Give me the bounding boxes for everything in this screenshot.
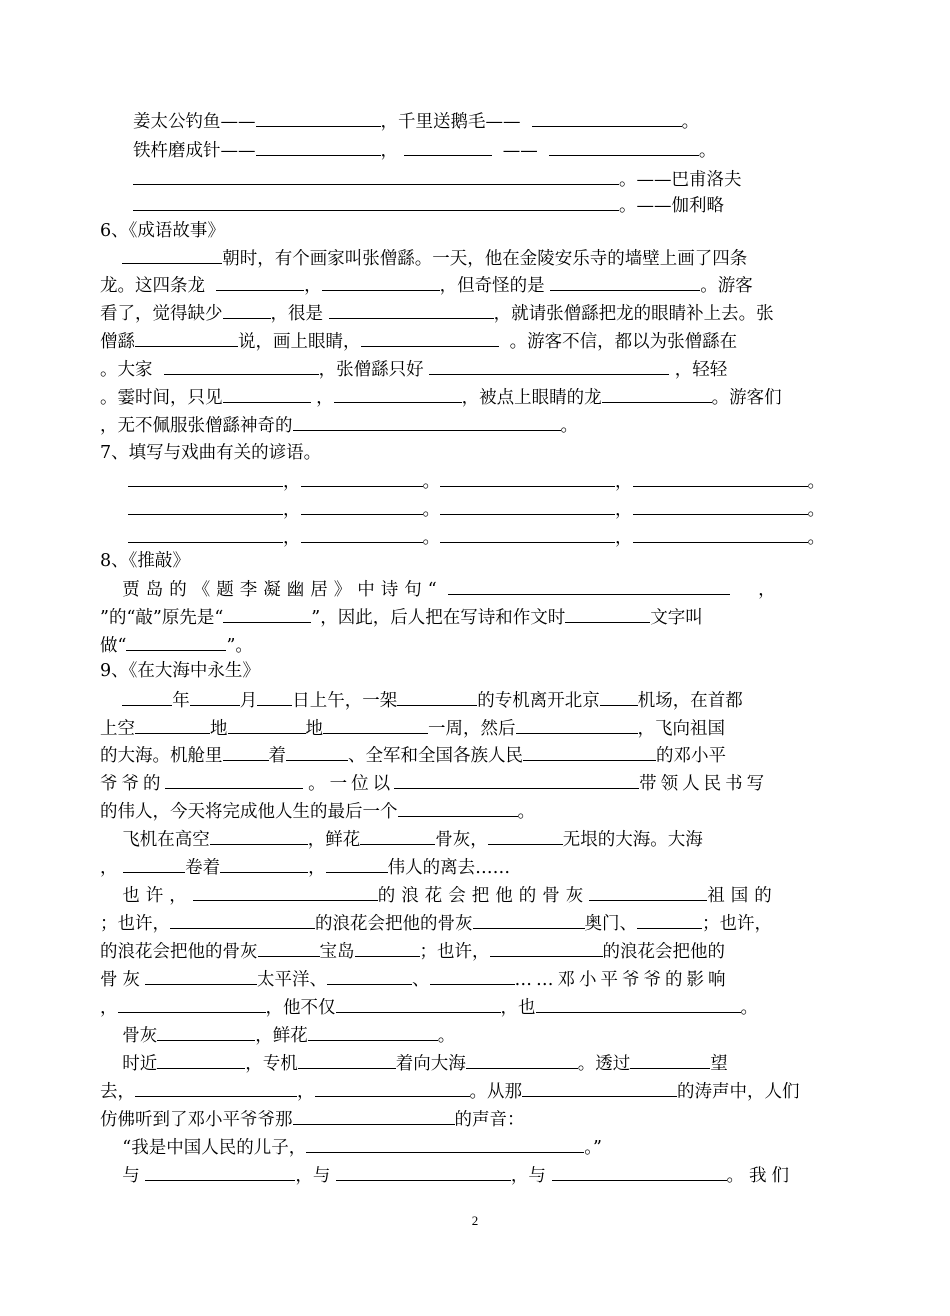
section-6-heading: 6、《成语故事》 — [100, 221, 225, 241]
s9-line-14: 时近 ，专机 着向大海 。透过 望 — [100, 1048, 852, 1078]
blank[interactable] — [532, 106, 682, 127]
blank[interactable] — [522, 1076, 677, 1097]
s9-line-3: 的大海。机舱里 着 、全军和全国各族人民 的邓小平 — [100, 740, 852, 770]
s6-line-2: 龙。这四条龙 ， ，但奇怪的是 。游客 — [100, 270, 852, 300]
blank[interactable] — [301, 466, 423, 487]
s6-line-4: 僧繇 说，画上眼睛， 。游客不信，都以为张僧繇在 — [100, 326, 852, 356]
blank[interactable] — [223, 602, 311, 623]
blank[interactable] — [223, 298, 271, 319]
blank[interactable] — [118, 992, 266, 1013]
blank[interactable] — [473, 908, 585, 929]
blank[interactable] — [440, 494, 615, 515]
blank[interactable] — [633, 494, 808, 515]
s9-line-18: 与 ，与 ，与 。我们 — [100, 1160, 852, 1190]
blank[interactable] — [565, 602, 650, 623]
blank[interactable] — [190, 685, 240, 706]
blank[interactable] — [258, 936, 320, 957]
idiom-line-2: 铁杵磨成针—— ， —— 。 — [133, 135, 885, 165]
blank[interactable] — [135, 1076, 297, 1097]
s9-line-1: 年 月 日上午，一架 的专机离开北京 机场，在首都 — [100, 685, 852, 715]
blank[interactable] — [633, 522, 808, 543]
blank[interactable] — [536, 992, 741, 1013]
blank[interactable] — [336, 1160, 511, 1181]
section-8-heading: 8、《推敲》 — [100, 551, 190, 571]
s8-line-1: 贾岛的《题李凝幽居》中诗句“ ， — [100, 574, 852, 604]
blank[interactable] — [123, 852, 185, 873]
blank[interactable] — [397, 685, 477, 706]
s6-line-6: 。霎时间，只见 ， ，被点上眼睛的龙 。游客们 — [100, 382, 852, 412]
idiom-line-1: 姜太公钓鱼—— ，千里送鹅毛—— 。 — [133, 106, 885, 136]
blank[interactable] — [334, 382, 462, 403]
blank[interactable] — [145, 964, 257, 985]
s9-line-8: 也许， 的浪花会把他的骨灰 祖国的 — [100, 880, 852, 910]
blank[interactable] — [552, 1160, 727, 1181]
s9-line-17: “我是中国人民的儿子， 。” — [100, 1132, 852, 1162]
s7-row-2: ， 。 ， 。 — [128, 494, 880, 524]
quote-line-galileo: 。——伽利略 — [133, 190, 885, 220]
blank[interactable] — [193, 880, 378, 901]
blank[interactable] — [135, 713, 210, 734]
blank[interactable] — [600, 685, 638, 706]
blank[interactable] — [355, 936, 420, 957]
s6-line-5: 。大家 ，张僧繇只好 ，轻轻 — [100, 354, 852, 384]
blank[interactable] — [360, 824, 435, 845]
s9-line-10: 的浪花会把他的骨灰 宝岛 ；也许， 的浪花会把他的 — [100, 936, 852, 966]
blank[interactable] — [440, 522, 615, 543]
blank[interactable] — [394, 768, 639, 789]
blank[interactable] — [165, 768, 303, 789]
blank[interactable] — [308, 1020, 438, 1041]
blank[interactable] — [164, 354, 319, 375]
blank[interactable] — [488, 824, 563, 845]
blank[interactable] — [516, 713, 638, 734]
s9-line-12: ， ，他不仅 ，也 。 — [100, 992, 852, 1022]
s9-line-11: 骨灰 太平洋、 、 ……邓小平爷爷的影响 — [100, 964, 852, 994]
blank[interactable] — [257, 685, 292, 706]
blank[interactable] — [256, 135, 381, 156]
s9-line-5: 的伟人，今天将完成他人生的最后一个 。 — [100, 796, 852, 826]
blank[interactable] — [157, 1020, 255, 1041]
blank[interactable] — [306, 1132, 584, 1153]
blank[interactable] — [448, 574, 730, 595]
blank[interactable] — [128, 466, 283, 487]
blank[interactable] — [256, 106, 381, 127]
blank[interactable] — [286, 740, 348, 761]
blank[interactable] — [326, 852, 388, 873]
blank[interactable] — [315, 1076, 470, 1097]
blank[interactable] — [630, 1048, 710, 1069]
s9-line-9: ；也许， 的浪花会把他的骨灰 奥门、 ；也许， — [100, 908, 852, 938]
blank[interactable] — [298, 1048, 396, 1069]
blank[interactable] — [293, 410, 561, 431]
blank[interactable] — [550, 270, 700, 291]
blank[interactable] — [145, 1160, 295, 1181]
blank[interactable] — [122, 243, 222, 264]
blank[interactable] — [429, 354, 669, 375]
blank[interactable] — [122, 685, 172, 706]
blank[interactable] — [216, 270, 304, 291]
blank[interactable] — [430, 964, 515, 985]
s8-line-2: ”的“敲”原先是“ ”，因此，后人把在写诗和作文时 文字叫 — [100, 602, 852, 632]
blank[interactable] — [170, 908, 315, 929]
s7-row-3: ， 。 ， 。 — [128, 522, 880, 552]
blank[interactable] — [301, 494, 423, 515]
blank[interactable] — [466, 1048, 578, 1069]
blank[interactable] — [133, 164, 619, 185]
s7-row-1: ， 。 ， 。 — [128, 466, 880, 496]
blank[interactable] — [323, 713, 428, 734]
s9-line-2: 上空 地 地 一周，然后 ，飞向祖国 — [100, 713, 852, 743]
blank[interactable] — [361, 326, 499, 347]
blank[interactable] — [336, 992, 501, 1013]
blank[interactable] — [228, 713, 306, 734]
blank[interactable] — [602, 382, 712, 403]
s9-line-4: 爷爷的 。一位以 带领人民书写 — [100, 768, 852, 798]
s9-line-15: 去， ， 。从那 的涛声中，人们 — [100, 1076, 852, 1106]
blank[interactable] — [128, 494, 283, 515]
blank[interactable] — [633, 466, 808, 487]
s6-line-1: 朝时，有个画家叫张僧繇。一天，他在金陵安乐寺的墙壁上画了四条 — [100, 243, 852, 273]
blank[interactable] — [490, 936, 603, 957]
section-9-heading: 9、《在大海中永生》 — [100, 661, 260, 681]
blank[interactable] — [440, 466, 615, 487]
blank[interactable] — [157, 1048, 245, 1069]
blank[interactable] — [637, 908, 702, 929]
blank[interactable] — [126, 630, 226, 651]
blank[interactable] — [398, 796, 518, 817]
quote-line-pavlov: 。——巴甫洛夫 — [133, 164, 885, 194]
blank[interactable] — [223, 382, 311, 403]
blank[interactable] — [223, 740, 269, 761]
blank[interactable] — [133, 190, 619, 211]
s9-line-7: ， 卷着 ， 伟人的离去…… — [100, 852, 852, 882]
s8-line-3: 做“ ”。 — [100, 630, 852, 660]
blank[interactable] — [523, 740, 656, 761]
blank[interactable] — [135, 326, 238, 347]
blank[interactable] — [293, 1104, 455, 1125]
s6-line-3: 看了，觉得缺少 ，很是 ，就请张僧繇把龙的眼睛补上去。张 — [100, 298, 852, 328]
section-7-heading: 7、填写与戏曲有关的谚语。 — [100, 443, 322, 463]
blank[interactable] — [210, 824, 308, 845]
blank[interactable] — [549, 135, 699, 156]
blank[interactable] — [589, 880, 707, 901]
blank[interactable] — [322, 270, 440, 291]
s9-line-13: 骨灰 ，鲜花 。 — [100, 1020, 852, 1050]
blank[interactable] — [220, 852, 308, 873]
s9-line-16: 仿佛听到了邓小平爷爷那 的声音： — [100, 1104, 852, 1134]
blank[interactable] — [404, 135, 492, 156]
s9-line-6: 飞机在高空 ，鲜花 骨灰， 无垠的大海。大海 — [100, 824, 852, 854]
blank[interactable] — [301, 522, 423, 543]
blank[interactable] — [128, 522, 283, 543]
blank[interactable] — [327, 964, 412, 985]
s6-line-7: ，无不佩服张僧繇神奇的 。 — [100, 410, 852, 440]
page-number: 2 — [471, 1213, 479, 1228]
blank[interactable] — [329, 298, 494, 319]
